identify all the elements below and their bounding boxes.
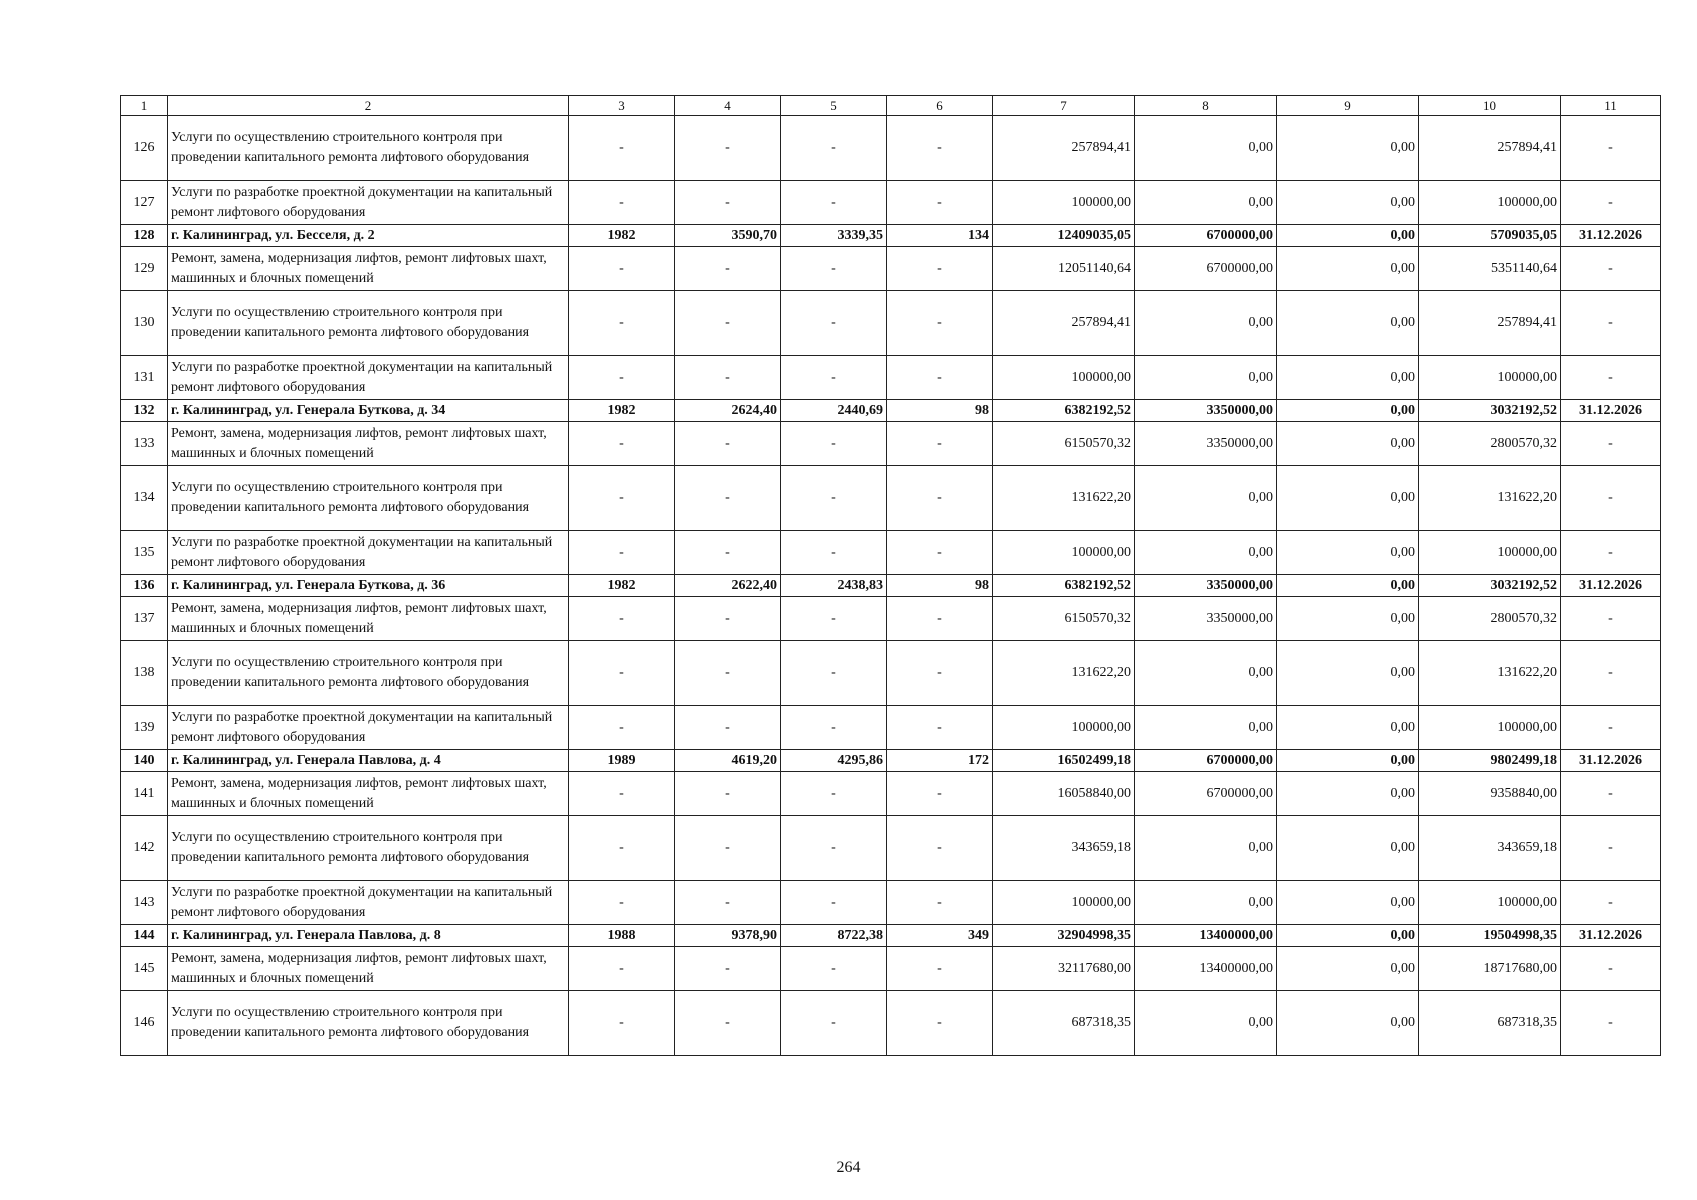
work-item-row (121, 881, 1661, 925)
work-description-cell: Услуги по осуществлению строительного контроля при проведении капитального ремонта лифтового оборудования (168, 816, 569, 881)
local-cell: 0,00 (1277, 247, 1419, 291)
living-area-cell: - (781, 116, 887, 181)
living-area-cell: - (781, 641, 887, 706)
row-number-cell: 145 (121, 947, 168, 991)
row-number-cell: 136 (121, 575, 168, 597)
fund-cell: 0,00 (1135, 181, 1277, 225)
deadline-cell: - (1561, 991, 1661, 1056)
area-cell: - (675, 466, 781, 531)
local-cell: 0,00 (1277, 116, 1419, 181)
year-cell: 1982 (569, 400, 675, 422)
area-cell: 9378,90 (675, 925, 781, 947)
work-item-row (121, 531, 1661, 575)
year-cell: - (569, 291, 675, 356)
area-cell: - (675, 991, 781, 1056)
living-area-cell: 3339,35 (781, 225, 887, 247)
area-cell: - (675, 706, 781, 750)
row-number-cell: 140 (121, 750, 168, 772)
local-cell: 0,00 (1277, 641, 1419, 706)
local-cell: 0,00 (1277, 225, 1419, 247)
residents-cell: - (887, 466, 993, 531)
fund-cell: 13400000,00 (1135, 947, 1277, 991)
column-number-header: 9 (1277, 96, 1419, 116)
year-cell: - (569, 772, 675, 816)
owners-cell: 100000,00 (1419, 881, 1561, 925)
work-description-cell: Ремонт, замена, модернизация лифтов, ремонт лифтовых шахт, машинных и блочных помещений (168, 597, 569, 641)
fund-cell: 3350000,00 (1135, 597, 1277, 641)
year-cell: - (569, 181, 675, 225)
area-cell: - (675, 947, 781, 991)
row-number-cell: 128 (121, 225, 168, 247)
area-cell: 2622,40 (675, 575, 781, 597)
residents-cell: 98 (887, 575, 993, 597)
residents-cell: - (887, 881, 993, 925)
area-cell: - (675, 641, 781, 706)
owners-cell: 257894,41 (1419, 291, 1561, 356)
work-description-cell: Услуги по разработке проектной документации на капитальный ремонт лифтового оборудования (168, 356, 569, 400)
total-cost-cell: 100000,00 (993, 356, 1135, 400)
row-number-cell: 133 (121, 422, 168, 466)
area-cell: - (675, 772, 781, 816)
year-cell: - (569, 881, 675, 925)
fund-cell: 3350000,00 (1135, 575, 1277, 597)
area-cell: - (675, 816, 781, 881)
work-item-row (121, 991, 1661, 1056)
owners-cell: 19504998,35 (1419, 925, 1561, 947)
fund-cell: 0,00 (1135, 881, 1277, 925)
owners-cell: 9358840,00 (1419, 772, 1561, 816)
total-cost-cell: 6150570,32 (993, 597, 1135, 641)
work-description-cell: Ремонт, замена, модернизация лифтов, ремонт лифтовых шахт, машинных и блочных помещений (168, 247, 569, 291)
total-cost-cell: 131622,20 (993, 466, 1135, 531)
residents-cell: - (887, 291, 993, 356)
local-cell: 0,00 (1277, 925, 1419, 947)
row-number-cell: 127 (121, 181, 168, 225)
deadline-cell: - (1561, 641, 1661, 706)
year-cell: - (569, 247, 675, 291)
owners-cell: 3032192,52 (1419, 575, 1561, 597)
total-cost-cell: 6150570,32 (993, 422, 1135, 466)
owners-cell: 687318,35 (1419, 991, 1561, 1056)
residents-cell: - (887, 356, 993, 400)
residents-cell: - (887, 772, 993, 816)
work-item-row (121, 466, 1661, 531)
year-cell: - (569, 466, 675, 531)
residents-cell: - (887, 181, 993, 225)
year-cell: - (569, 991, 675, 1056)
owners-cell: 100000,00 (1419, 531, 1561, 575)
work-description-cell: Услуги по осуществлению строительного контроля при проведении капитального ремонта лифтового оборудования (168, 116, 569, 181)
area-cell: - (675, 181, 781, 225)
area-cell: - (675, 422, 781, 466)
deadline-cell: - (1561, 706, 1661, 750)
fund-cell: 0,00 (1135, 641, 1277, 706)
owners-cell: 131622,20 (1419, 466, 1561, 531)
living-area-cell: 2438,83 (781, 575, 887, 597)
column-number-header: 11 (1561, 96, 1661, 116)
area-cell: - (675, 356, 781, 400)
deadline-cell: - (1561, 597, 1661, 641)
work-description-cell: Ремонт, замена, модернизация лифтов, ремонт лифтовых шахт, машинных и блочных помещений (168, 422, 569, 466)
residents-cell: 349 (887, 925, 993, 947)
local-cell: 0,00 (1277, 466, 1419, 531)
residents-cell: - (887, 116, 993, 181)
residents-cell: - (887, 531, 993, 575)
residents-cell: - (887, 422, 993, 466)
area-cell: - (675, 291, 781, 356)
total-cost-cell: 131622,20 (993, 641, 1135, 706)
area-cell: - (675, 597, 781, 641)
area-cell: 2624,40 (675, 400, 781, 422)
year-cell: 1989 (569, 750, 675, 772)
area-cell: - (675, 881, 781, 925)
owners-cell: 2800570,32 (1419, 422, 1561, 466)
area-cell: - (675, 247, 781, 291)
work-item-row (121, 422, 1661, 466)
address-cell: г. Калининград, ул. Генерала Буткова, д. 36 (168, 575, 569, 597)
living-area-cell: - (781, 466, 887, 531)
column-number-header: 3 (569, 96, 675, 116)
total-cost-cell: 100000,00 (993, 181, 1135, 225)
fund-cell: 6700000,00 (1135, 247, 1277, 291)
work-description-cell: Ремонт, замена, модернизация лифтов, ремонт лифтовых шахт, машинных и блочных помещений (168, 772, 569, 816)
work-description-cell: Услуги по разработке проектной документации на капитальный ремонт лифтового оборудования (168, 181, 569, 225)
area-cell: - (675, 116, 781, 181)
local-cell: 0,00 (1277, 400, 1419, 422)
total-cost-cell: 16502499,18 (993, 750, 1135, 772)
column-number-header: 2 (168, 96, 569, 116)
address-cell: г. Калининград, ул. Генерала Павлова, д. 8 (168, 925, 569, 947)
fund-cell: 0,00 (1135, 706, 1277, 750)
deadline-cell: - (1561, 356, 1661, 400)
local-cell: 0,00 (1277, 575, 1419, 597)
deadline-cell: - (1561, 466, 1661, 531)
living-area-cell: 4295,86 (781, 750, 887, 772)
residents-cell: - (887, 991, 993, 1056)
total-cost-cell: 6382192,52 (993, 575, 1135, 597)
work-item-row (121, 181, 1661, 225)
address-cell: г. Калининград, ул. Генерала Буткова, д. 34 (168, 400, 569, 422)
residents-cell: - (887, 641, 993, 706)
year-cell: - (569, 356, 675, 400)
deadline-cell: - (1561, 881, 1661, 925)
work-description-cell: Услуги по разработке проектной документации на капитальный ремонт лифтового оборудования (168, 706, 569, 750)
fund-cell: 0,00 (1135, 116, 1277, 181)
work-item-row (121, 772, 1661, 816)
work-item-row (121, 247, 1661, 291)
local-cell: 0,00 (1277, 531, 1419, 575)
fund-cell: 3350000,00 (1135, 422, 1277, 466)
row-number-cell: 134 (121, 466, 168, 531)
living-area-cell: - (781, 422, 887, 466)
living-area-cell: - (781, 947, 887, 991)
column-number-header: 5 (781, 96, 887, 116)
year-cell: - (569, 641, 675, 706)
work-item-row (121, 947, 1661, 991)
living-area-cell: - (781, 706, 887, 750)
fund-cell: 3350000,00 (1135, 400, 1277, 422)
total-cost-cell: 687318,35 (993, 991, 1135, 1056)
fund-cell: 0,00 (1135, 991, 1277, 1056)
total-cost-cell: 257894,41 (993, 291, 1135, 356)
fund-cell: 0,00 (1135, 291, 1277, 356)
deadline-cell: - (1561, 422, 1661, 466)
work-item-row (121, 706, 1661, 750)
work-description-cell: Ремонт, замена, модернизация лифтов, ремонт лифтовых шахт, машинных и блочных помещений (168, 947, 569, 991)
residents-cell: 98 (887, 400, 993, 422)
work-description-cell: Услуги по разработке проектной документации на капитальный ремонт лифтового оборудования (168, 531, 569, 575)
fund-cell: 0,00 (1135, 531, 1277, 575)
year-cell: - (569, 531, 675, 575)
work-item-row (121, 116, 1661, 181)
column-number-header: 1 (121, 96, 168, 116)
deadline-cell: - (1561, 531, 1661, 575)
address-row (121, 400, 1661, 422)
residents-cell: - (887, 947, 993, 991)
fund-cell: 6700000,00 (1135, 772, 1277, 816)
owners-cell: 100000,00 (1419, 181, 1561, 225)
page-number: 264 (836, 1159, 861, 1176)
work-item-row (121, 291, 1661, 356)
owners-cell: 100000,00 (1419, 356, 1561, 400)
local-cell: 0,00 (1277, 706, 1419, 750)
row-number-cell: 129 (121, 247, 168, 291)
residents-cell: 172 (887, 750, 993, 772)
deadline-cell: 31.12.2026 (1561, 925, 1661, 947)
area-cell: - (675, 531, 781, 575)
residents-cell: - (887, 816, 993, 881)
row-number-cell: 138 (121, 641, 168, 706)
deadline-cell: - (1561, 291, 1661, 356)
year-cell: 1982 (569, 225, 675, 247)
living-area-cell: - (781, 291, 887, 356)
row-number-cell: 135 (121, 531, 168, 575)
row-number-cell: 131 (121, 356, 168, 400)
residents-cell: - (887, 247, 993, 291)
year-cell: - (569, 947, 675, 991)
work-description-cell: Услуги по осуществлению строительного контроля при проведении капитального ремонта лифтового оборудования (168, 641, 569, 706)
work-description-cell: Услуги по разработке проектной документации на капитальный ремонт лифтового оборудования (168, 881, 569, 925)
local-cell: 0,00 (1277, 356, 1419, 400)
living-area-cell: 2440,69 (781, 400, 887, 422)
local-cell: 0,00 (1277, 991, 1419, 1056)
column-number-header: 7 (993, 96, 1135, 116)
deadline-cell: 31.12.2026 (1561, 225, 1661, 247)
address-row (121, 925, 1661, 947)
living-area-cell: 8722,38 (781, 925, 887, 947)
fund-cell: 6700000,00 (1135, 225, 1277, 247)
owners-cell: 100000,00 (1419, 706, 1561, 750)
fund-cell: 13400000,00 (1135, 925, 1277, 947)
local-cell: 0,00 (1277, 422, 1419, 466)
living-area-cell: - (781, 247, 887, 291)
local-cell: 0,00 (1277, 181, 1419, 225)
column-number-header: 10 (1419, 96, 1561, 116)
column-number-header: 8 (1135, 96, 1277, 116)
living-area-cell: - (781, 356, 887, 400)
address-row (121, 225, 1661, 247)
total-cost-cell: 16058840,00 (993, 772, 1135, 816)
deadline-cell: 31.12.2026 (1561, 400, 1661, 422)
work-item-row (121, 641, 1661, 706)
residents-cell: - (887, 597, 993, 641)
fund-cell: 6700000,00 (1135, 750, 1277, 772)
row-number-cell: 141 (121, 772, 168, 816)
row-number-cell: 139 (121, 706, 168, 750)
header-row (121, 96, 1661, 116)
owners-cell: 9802499,18 (1419, 750, 1561, 772)
deadline-cell: - (1561, 116, 1661, 181)
row-number-cell: 130 (121, 291, 168, 356)
deadline-cell: 31.12.2026 (1561, 575, 1661, 597)
living-area-cell: - (781, 772, 887, 816)
fund-cell: 0,00 (1135, 816, 1277, 881)
living-area-cell: - (781, 881, 887, 925)
owners-cell: 5709035,05 (1419, 225, 1561, 247)
year-cell: 1982 (569, 575, 675, 597)
deadline-cell: 31.12.2026 (1561, 750, 1661, 772)
local-cell: 0,00 (1277, 816, 1419, 881)
year-cell: 1988 (569, 925, 675, 947)
living-area-cell: - (781, 531, 887, 575)
owners-cell: 257894,41 (1419, 116, 1561, 181)
total-cost-cell: 100000,00 (993, 881, 1135, 925)
owners-cell: 2800570,32 (1419, 597, 1561, 641)
total-cost-cell: 100000,00 (993, 706, 1135, 750)
fund-cell: 0,00 (1135, 356, 1277, 400)
address-cell: г. Калининград, ул. Генерала Павлова, д. 4 (168, 750, 569, 772)
total-cost-cell: 32117680,00 (993, 947, 1135, 991)
total-cost-cell: 12409035,05 (993, 225, 1135, 247)
address-row (121, 750, 1661, 772)
work-item-row (121, 816, 1661, 881)
owners-cell: 18717680,00 (1419, 947, 1561, 991)
address-row (121, 575, 1661, 597)
total-cost-cell: 12051140,64 (993, 247, 1135, 291)
area-cell: 3590,70 (675, 225, 781, 247)
row-number-cell: 144 (121, 925, 168, 947)
deadline-cell: - (1561, 247, 1661, 291)
work-item-row (121, 356, 1661, 400)
work-description-cell: Услуги по осуществлению строительного контроля при проведении капитального ремонта лифтового оборудования (168, 291, 569, 356)
deadline-cell: - (1561, 772, 1661, 816)
work-schedule-table (120, 95, 1661, 1056)
row-number-cell: 137 (121, 597, 168, 641)
total-cost-cell: 6382192,52 (993, 400, 1135, 422)
local-cell: 0,00 (1277, 881, 1419, 925)
year-cell: - (569, 816, 675, 881)
owners-cell: 5351140,64 (1419, 247, 1561, 291)
owners-cell: 3032192,52 (1419, 400, 1561, 422)
row-number-cell: 132 (121, 400, 168, 422)
year-cell: - (569, 422, 675, 466)
deadline-cell: - (1561, 947, 1661, 991)
living-area-cell: - (781, 991, 887, 1056)
local-cell: 0,00 (1277, 750, 1419, 772)
work-item-row (121, 597, 1661, 641)
column-number-header: 4 (675, 96, 781, 116)
deadline-cell: - (1561, 181, 1661, 225)
row-number-cell: 143 (121, 881, 168, 925)
owners-cell: 131622,20 (1419, 641, 1561, 706)
living-area-cell: - (781, 816, 887, 881)
local-cell: 0,00 (1277, 597, 1419, 641)
total-cost-cell: 257894,41 (993, 116, 1135, 181)
living-area-cell: - (781, 597, 887, 641)
total-cost-cell: 343659,18 (993, 816, 1135, 881)
owners-cell: 343659,18 (1419, 816, 1561, 881)
residents-cell: 134 (887, 225, 993, 247)
deadline-cell: - (1561, 816, 1661, 881)
area-cell: 4619,20 (675, 750, 781, 772)
year-cell: - (569, 597, 675, 641)
work-description-cell: Услуги по осуществлению строительного контроля при проведении капитального ремонта лифтового оборудования (168, 466, 569, 531)
residents-cell: - (887, 706, 993, 750)
year-cell: - (569, 706, 675, 750)
column-number-header: 6 (887, 96, 993, 116)
total-cost-cell: 100000,00 (993, 531, 1135, 575)
row-number-cell: 146 (121, 991, 168, 1056)
year-cell: - (569, 116, 675, 181)
work-description-cell: Услуги по осуществлению строительного контроля при проведении капитального ремонта лифтового оборудования (168, 991, 569, 1056)
local-cell: 0,00 (1277, 291, 1419, 356)
total-cost-cell: 32904998,35 (993, 925, 1135, 947)
local-cell: 0,00 (1277, 772, 1419, 816)
fund-cell: 0,00 (1135, 466, 1277, 531)
living-area-cell: - (781, 181, 887, 225)
row-number-cell: 126 (121, 116, 168, 181)
row-number-cell: 142 (121, 816, 168, 881)
address-cell: г. Калининград, ул. Бесселя, д. 2 (168, 225, 569, 247)
local-cell: 0,00 (1277, 947, 1419, 991)
